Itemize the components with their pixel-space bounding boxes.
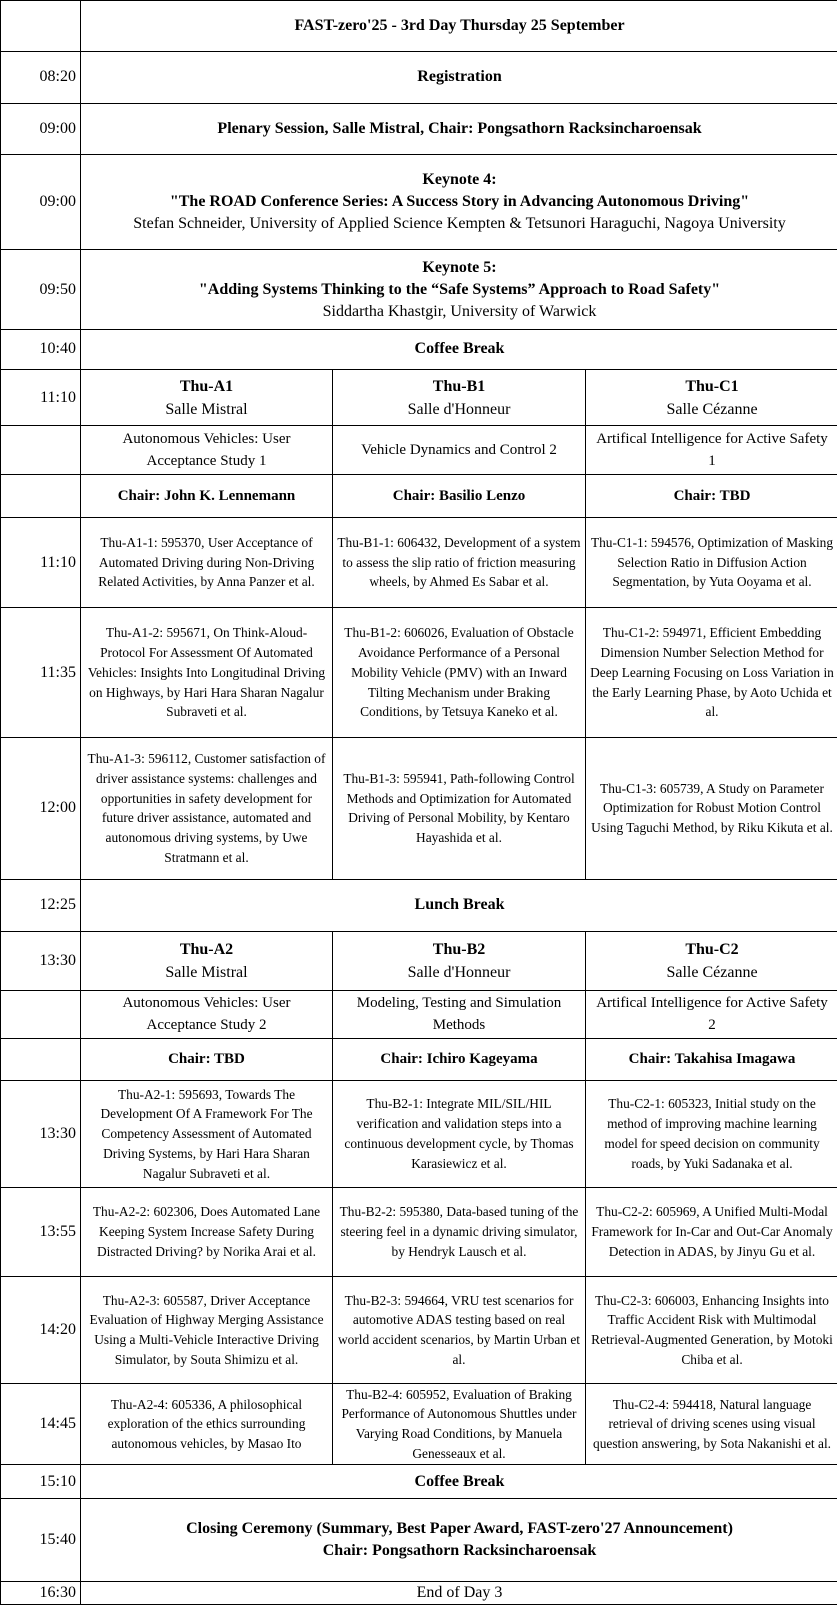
paper-cell: Thu-A2-3: 605587, Driver Acceptance Evaluation of Highway Merging Assistance Using a Multi-Vehicle Interactive Driving Simulator, by Souta Shimizu et al. xyxy=(81,1276,333,1384)
paper-cell: Thu-B2-1: Integrate MIL/SIL/HIL verification and validation steps into a continuous development cycle, by Thomas Karasiewicz et al. xyxy=(333,1080,586,1188)
time-cell: 14:45 xyxy=(1,1384,81,1465)
session-code: Thu-B1 xyxy=(432,377,486,395)
end-label: End of Day 3 xyxy=(81,1581,837,1604)
session-topic-row xyxy=(1,426,837,474)
session-header-row xyxy=(1,370,837,426)
session-topic: Artifical Intelligence for Active Safety 1 xyxy=(586,426,837,474)
time-cell: 09:00 xyxy=(1,154,81,250)
session-room: Salle Mistral xyxy=(165,964,248,982)
time-cell xyxy=(1,474,81,517)
keynote4-cell xyxy=(81,154,837,250)
keynote-speakers: Stefan Schneider, University of Applied Science Kempten & Tetsunori Haraguchi, Nagoya University xyxy=(133,215,786,233)
time-cell: 12:25 xyxy=(1,879,81,931)
closing-title: Closing Ceremony (Summary, Best Paper Award, FAST-zero'27 Announcement) xyxy=(186,1519,733,1537)
session-room: Salle d'Honneur xyxy=(407,964,511,982)
session-header xyxy=(81,932,333,991)
time-cell: 09:50 xyxy=(1,250,81,329)
closing-chair: Chair: Pongsathorn Racksincharoensak xyxy=(322,1541,597,1559)
session-chair: Chair: TBD xyxy=(81,1038,333,1080)
keynote-heading: Keynote 5: xyxy=(422,258,497,276)
session-code: Thu-C1 xyxy=(685,377,739,395)
paper-cell: Thu-C1-2: 594971, Efficient Embedding Dimension Number Selection Method for Deep Learning Focusing on Loss Variation in the Early Learning Phase, by Aoto Uchida et al. xyxy=(586,608,837,738)
coffee-break-label: Coffee Break xyxy=(81,329,837,369)
page-title: FAST-zero'25 - 3rd Day Thursday 25 September xyxy=(81,1,837,52)
registration-row xyxy=(1,52,837,103)
closing-cell xyxy=(81,1499,837,1581)
paper-row xyxy=(1,608,837,738)
end-row xyxy=(1,1581,837,1604)
paper-cell: Thu-B1-3: 595941, Path-following Control Methods and Optimization for Automated Driving of Personal Mobility, by Kentaro Hayashida et al. xyxy=(333,737,586,879)
session-header xyxy=(333,370,586,426)
session-topic: Artifical Intelligence for Active Safety 2 xyxy=(586,991,837,1038)
session-chair-row xyxy=(1,474,837,517)
session-room: Salle Cézanne xyxy=(666,400,758,418)
registration-label: Registration xyxy=(81,52,837,103)
session-header xyxy=(586,932,837,991)
paper-cell: Thu-C2-2: 605969, A Unified Multi-Modal Framework for In-Car and Out-Car Anomaly Detection in ADAS, by Jinyu Gu et al. xyxy=(586,1188,837,1276)
time-cell: 14:20 xyxy=(1,1276,81,1384)
keynote-heading: Keynote 4: xyxy=(422,171,497,189)
session-topic-row xyxy=(1,991,837,1038)
paper-cell: Thu-A1-3: 596112, Customer satisfaction of driver assistance systems: challenges and opportunities in safety development for future driver assistance, automated and autonomous driving systems, by Uwe Stratmann et al. xyxy=(81,737,333,879)
plenary-row xyxy=(1,103,837,154)
time-cell: 11:10 xyxy=(1,370,81,426)
paper-cell: Thu-A2-4: 605336, A philosophical exploration of the ethics surrounding autonomous vehicles, by Masao Ito xyxy=(81,1384,333,1465)
session-chair: Chair: TBD xyxy=(586,474,837,517)
session-chair: Chair: Ichiro Kageyama xyxy=(333,1038,586,1080)
session-chair-row xyxy=(1,1038,837,1080)
paper-cell: Thu-A2-2: 602306, Does Automated Lane Keeping System Increase Safety During Distracted Driving? by Norika Arai et al. xyxy=(81,1188,333,1276)
keynote5-row xyxy=(1,250,837,329)
coffee-break-row xyxy=(1,329,837,369)
lunch-break-label: Lunch Break xyxy=(81,879,837,931)
time-cell xyxy=(1,1038,81,1080)
title-row xyxy=(1,1,837,52)
session-chair: Chair: John K. Lennemann xyxy=(81,474,333,517)
paper-row xyxy=(1,1384,837,1465)
paper-cell: Thu-B2-4: 605952, Evaluation of Braking Performance of Autonomous Shuttles under Varying Road Conditions, by Manuela Genesseaux et al. xyxy=(333,1384,586,1465)
paper-row xyxy=(1,1080,837,1188)
plenary-label: Plenary Session, Salle Mistral, Chair: Pongsathorn Racksincharoensak xyxy=(81,103,837,154)
paper-cell: Thu-B2-3: 594664, VRU test scenarios for automotive ADAS testing based on real world accident scenarios, by Martin Urban et al. xyxy=(333,1276,586,1384)
paper-cell: Thu-B1-1: 606432, Development of a system to assess the slip ratio of friction measuring wheels, by Ahmed Es Sabar et al. xyxy=(333,517,586,607)
session-code: Thu-A2 xyxy=(179,941,234,959)
paper-cell: Thu-C2-3: 606003, Enhancing Insights into Traffic Accident Risk with Multimodal Retrieval-Augmented Generation, by Motoki Chiba et al. xyxy=(586,1276,837,1384)
time-cell: 11:35 xyxy=(1,608,81,738)
paper-cell: Thu-A2-1: 595693, Towards The Development Of A Framework For The Competency Assessment of Automated Driving Systems, by Hari Hara Sharan Nagalur Subraveti et al. xyxy=(81,1080,333,1188)
paper-cell: Thu-A1-1: 595370, User Acceptance of Automated Driving during Non-Driving Related Activities, by Anna Panzer et al. xyxy=(81,517,333,607)
paper-cell: Thu-C2-4: 594418, Natural language retrieval of driving scenes using visual question answering, by Sota Nakanishi et al. xyxy=(586,1384,837,1465)
session-chair: Chair: Basilio Lenzo xyxy=(333,474,586,517)
session-room: Salle d'Honneur xyxy=(407,400,511,418)
session-room: Salle Cézanne xyxy=(666,964,758,982)
paper-cell: Thu-C1-3: 605739, A Study on Parameter Optimization for Robust Motion Control Using Taguchi Method, by Riku Kikuta et al. xyxy=(586,737,837,879)
session-room: Salle Mistral xyxy=(165,400,248,418)
session-header-row xyxy=(1,932,837,991)
time-cell: 15:40 xyxy=(1,1499,81,1581)
lunch-break-row xyxy=(1,879,837,931)
time-cell: 16:30 xyxy=(1,1581,81,1604)
time-cell: 13:30 xyxy=(1,1080,81,1188)
session-code: Thu-B2 xyxy=(432,941,486,959)
closing-row xyxy=(1,1499,837,1581)
keynote-talk-title: "Adding Systems Thinking to the “Safe Systems” Approach to Road Safety" xyxy=(198,280,721,298)
time-cell: 13:55 xyxy=(1,1188,81,1276)
session-header xyxy=(586,370,837,426)
paper-cell: Thu-C1-1: 594576, Optimization of Masking Selection Ratio in Diffusion Action Segmentation, by Yuta Ooyama et al. xyxy=(586,517,837,607)
title-time-cell xyxy=(1,1,81,52)
session-header xyxy=(333,932,586,991)
session-code: Thu-A1 xyxy=(179,377,234,395)
session-topic: Modeling, Testing and Simulation Methods xyxy=(333,991,586,1038)
time-cell: 15:10 xyxy=(1,1465,81,1499)
paper-cell: Thu-B2-2: 595380, Data-based tuning of the steering feel in a dynamic driving simulator, by Hendryk Lausch et al. xyxy=(333,1188,586,1276)
time-cell: 10:40 xyxy=(1,329,81,369)
paper-cell: Thu-B1-2: 606026, Evaluation of Obstacle Avoidance Performance of a Personal Mobility Vehicle (PMV) with an Inward Tilting Mechanism under Braking Conditions, by Tetsuya Kaneko et al. xyxy=(333,608,586,738)
paper-cell: Thu-C2-1: 605323, Initial study on the method of improving machine learning model for speed decision on community roads, by Yuki Sadanaka et al. xyxy=(586,1080,837,1188)
keynote-talk-title: "The ROAD Conference Series: A Success Story in Advancing Autonomous Driving" xyxy=(169,193,750,211)
keynote5-cell xyxy=(81,250,837,329)
time-cell: 08:20 xyxy=(1,52,81,103)
paper-cell: Thu-A1-2: 595671, On Think-Aloud-Protocol For Assessment Of Automated Vehicles: Insights Into Longitudinal Driving on Highways, by Hari Hara Sharan Nagalur Subraveti et al. xyxy=(81,608,333,738)
coffee-break-label: Coffee Break xyxy=(81,1465,837,1499)
session-topic: Autonomous Vehicles: User Acceptance Study 1 xyxy=(81,426,333,474)
session-header xyxy=(81,370,333,426)
session-chair: Chair: Takahisa Imagawa xyxy=(586,1038,837,1080)
paper-row xyxy=(1,1188,837,1276)
paper-row xyxy=(1,517,837,607)
time-cell: 13:30 xyxy=(1,932,81,991)
time-cell: 11:10 xyxy=(1,517,81,607)
time-cell: 09:00 xyxy=(1,103,81,154)
keynote-speakers: Siddartha Khastgir, University of Warwick xyxy=(322,302,597,320)
time-cell xyxy=(1,991,81,1038)
keynote4-row xyxy=(1,154,837,250)
time-cell: 12:00 xyxy=(1,737,81,879)
time-cell xyxy=(1,426,81,474)
paper-row xyxy=(1,1276,837,1384)
session-topic: Vehicle Dynamics and Control 2 xyxy=(333,426,586,474)
session-topic: Autonomous Vehicles: User Acceptance Study 2 xyxy=(81,991,333,1038)
coffee-break-row xyxy=(1,1465,837,1499)
paper-row xyxy=(1,737,837,879)
session-code: Thu-C2 xyxy=(685,941,739,959)
